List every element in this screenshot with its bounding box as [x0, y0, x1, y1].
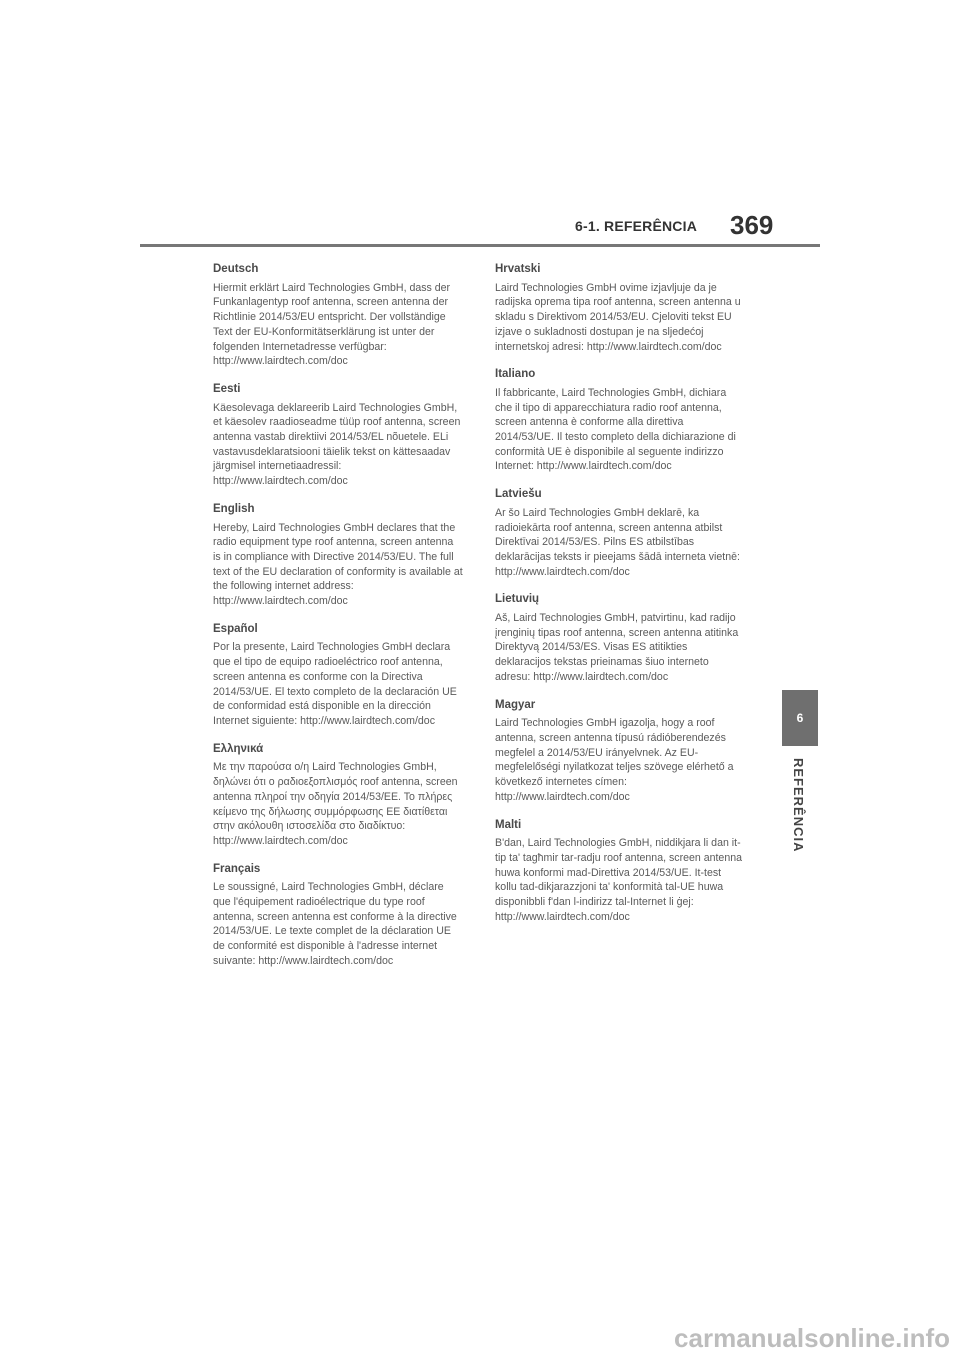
declaration-entry: [213, 742, 463, 849]
language-heading: Magyar: [495, 698, 536, 711]
section-title: 6-1. REFERÊNCIA: [575, 218, 698, 234]
declaration-entry: [495, 367, 745, 474]
watermark: carmanualsonline.info: [674, 1323, 950, 1353]
language-heading: Eesti: [213, 382, 241, 395]
declaration-text: Hereby, Laird Technologies GmbH declares that the radio equipment type roof antenna, screen antenna is in compliance with Directive 2014/53/EU. The full text of the EU declaration of conformity is available at the following internet address: http://www.lairdtech.com/doc: [213, 521, 463, 608]
language-heading: Ελληνικά: [213, 742, 264, 755]
chapter-number: 6: [796, 711, 804, 725]
declaration-text: B'dan, Laird Technologies GmbH, niddikjara li dan it-tip ta' tagħmir tar-radju roof antenna, screen antenna huwa konformi mad-Direttiva 2014/53/UE. It-test kollu tad-dikjarazzjoni ta' konformità tal-UE huwa disponibbli f'dan l-indirizz tal-Internet li ġej: http://www.lairdtech.com/doc: [495, 837, 743, 923]
declaration-text: Ar šo Laird Technologies GmbH deklarē, ka radioiekārta roof antenna, screen antenna atbilst Direktīvai 2014/53/ES. Pilns ES atbilstības deklarācijas teksts ir pieejams šādā interneta vietnē: http://www.lairdtech.com/doc: [495, 506, 740, 578]
declaration-entry: [213, 382, 463, 489]
declaration-text: Hiermit erklärt Laird Technologies GmbH, dass der Funkanlagentyp roof antenna, screen antenna der Richtlinie 2014/53/EU entspricht. Der vollständige Text der EU-Konformitätserklärung ist unter der folgenden Internetadresse verfügbar: http://www.lairdtech.com/doc: [213, 281, 451, 368]
right-column: [495, 262, 745, 937]
declaration-entry: [495, 818, 745, 925]
declaration-entry: [495, 592, 745, 684]
left-column: [213, 262, 463, 982]
declaration-text: Με την παρούσα ο/η Laird Technologies GmbH, δηλώνει ότι ο ραδιοεξοπλισμός roof antenna, screen antenna πληροί την οδηγία 2014/53/ΕΕ. Το πλήρες κείμενο της δήλωσης συμμόρφωσης ΕΕ διατίθεται στην ακόλουθη ιστοσελίδα στο διαδίκτυο: http://www.lairdtech.com/doc: [213, 761, 458, 847]
declaration-text: Le soussigné, Laird Technologies GmbH, déclare que l'équipement radioélectrique du type roof antenna, screen antenna est conforme à la directive 2014/53/UE. Le texte complet de la déclaration UE de conformité est disponible à l'adresse internet suivante: http://www.lairdtech.com/doc: [213, 881, 457, 967]
language-heading: Deutsch: [213, 263, 259, 275]
page-header: [0, 200, 960, 248]
declaration-entry: [495, 487, 745, 579]
declaration-text: Aš, Laird Technologies GmbH, patvirtinu, kad radijo įrenginių tipas roof antenna, screen antenna atitinka Direktyvą 2014/53/ES. Visas ES atitikties deklaracijos tekstas prieinamas šiuo interneto adresu: http://www.lairdtech.com/doc: [495, 612, 739, 683]
declaration-entry: [495, 698, 745, 805]
chapter-label: REFERÊNCIA: [791, 758, 806, 853]
declaration-entry: [213, 622, 463, 729]
language-heading: Lietuvių: [495, 593, 540, 606]
page-number: 369: [730, 210, 774, 240]
declaration-text: Por la presente, Laird Technologies GmbH declara que el tipo de equipo radioeléctrico roof antenna, screen antenna es conforme con la Directiva 2014/53/UE. El texto completo de la declaración UE de conformidad está disponible en la dirección Internet siguiente: http://www.lairdtech.com/doc: [213, 641, 457, 727]
header-divider: [140, 244, 820, 247]
declaration-text: Käesolevaga deklareerib Laird Technologies GmbH, et käesolev raadioseadme tüüp roof antenna, screen antenna vastab direktiivi 2014/53/EL nõuetele. ELi vastavusdeklaratsiooni täielik tekst on kättesaadav järgmisel internetiaadressil: http://www.lairdtech.com/doc: [213, 401, 461, 488]
declaration-text: Laird Technologies GmbH igazolja, hogy a roof antenna, screen antenna típusú rádióberendezés megfelel a 2014/53/EU irányelvnek. Az EU-megfelelőségi nyilatkozat teljes szövege elérhető a következő internetes címen: http://www.lairdtech.com/doc: [495, 717, 734, 803]
declaration-entry: [213, 262, 463, 369]
language-heading: Français: [213, 862, 261, 875]
language-heading: Italiano: [495, 368, 536, 381]
language-heading: Malti: [495, 818, 522, 831]
declaration-text: Il fabbricante, Laird Technologies GmbH, dichiara che il tipo di apparecchiatura radio roof antenna, screen antenna è conforme alla direttiva 2014/53/UE. Il testo completo della dichiarazione di conformità UE è disponibile al seguente indirizzo Internet: http://www.lairdtech.com/doc: [495, 386, 736, 473]
language-heading: Español: [213, 622, 258, 635]
language-heading: Hrvatski: [495, 263, 541, 275]
declaration-entry: [213, 502, 463, 609]
language-heading: English: [213, 502, 255, 515]
declaration-entry: [495, 262, 745, 354]
declaration-entry: [213, 862, 463, 969]
chapter-tab: [782, 690, 818, 746]
declaration-text: Laird Technologies GmbH ovime izjavljuje da je radijska oprema tipa roof antenna, screen antenna u skladu s Direktivom 2014/53/EU. Cjeloviti tekst EU izjave o sukladnosti dostupan je na sljedećoj internetskoj adresi: http://www.lairdtech.com/doc: [495, 281, 741, 353]
language-heading: Latviešu: [495, 488, 542, 501]
